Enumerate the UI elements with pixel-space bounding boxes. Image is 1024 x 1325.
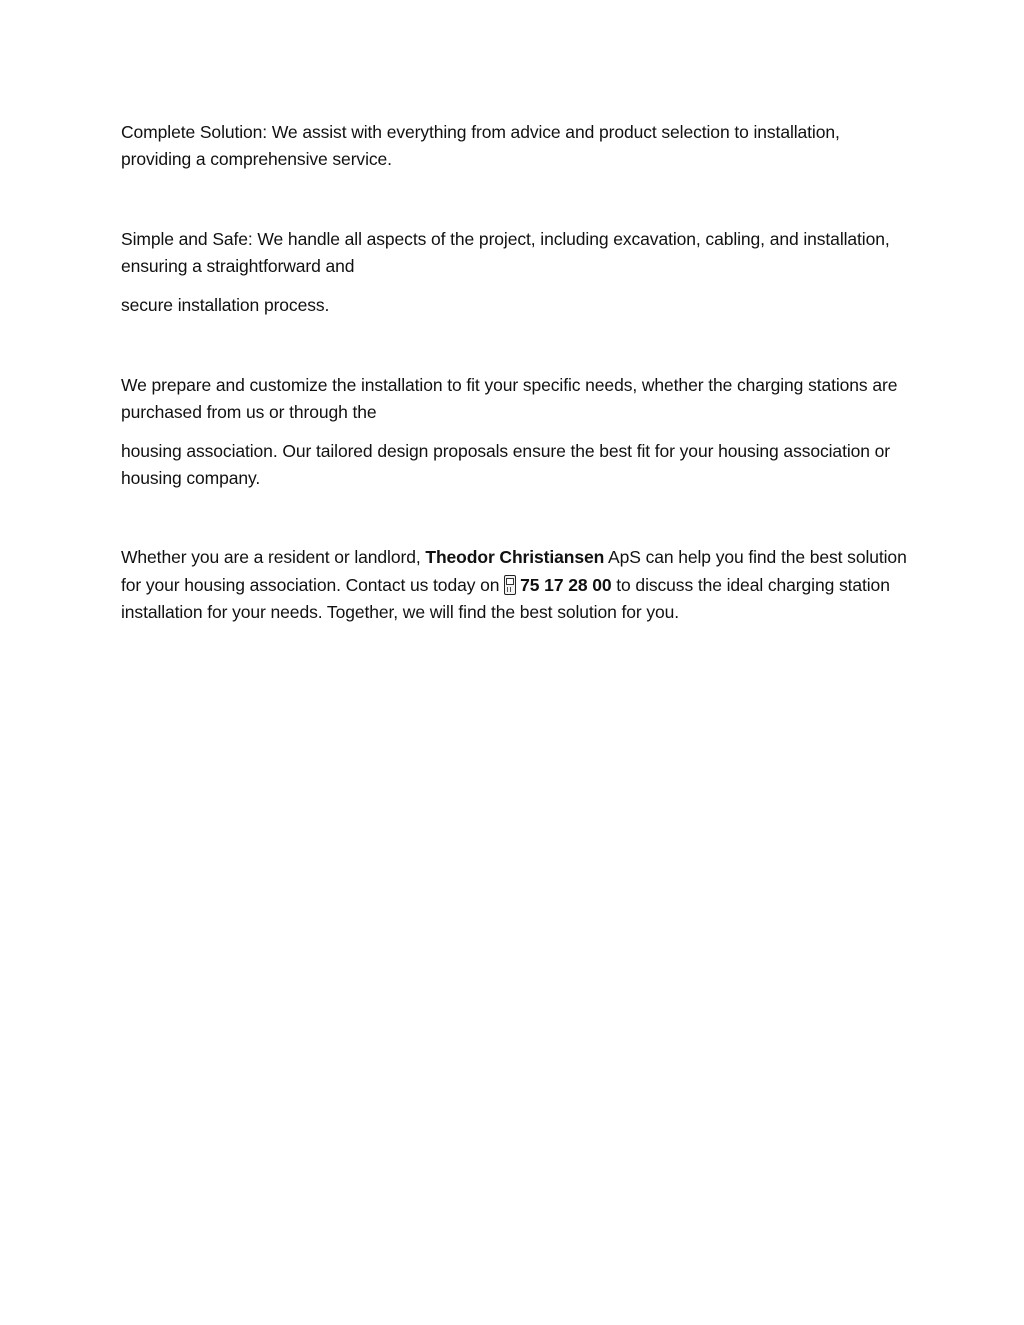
mobile-phone-icon xyxy=(504,575,516,595)
contact-text-closing: to discuss the ideal charging station installation for your needs. Together, we will find the best solution for you. xyxy=(121,574,890,622)
complete-solution-paragraph: Complete Solution: We assist with everything from advice and product selection to installation, providing a comprehensive service. xyxy=(121,122,840,169)
company-name: Theodor Christiansen xyxy=(425,547,605,567)
phone-number: 75 17 28 00 xyxy=(520,574,612,595)
simple-and-safe-continuation: secure installation process. xyxy=(121,295,330,315)
contact-text-intro: Whether you are a resident or landlord, xyxy=(121,547,426,567)
design-proposals-paragraph: housing association. Our tailored design proposals ensure the best fit for your housing association or housing company. xyxy=(121,441,891,488)
contact-paragraph xyxy=(121,544,911,627)
contact-text-middle: ApS can help you find the best solution for your housing association. Contact us today on xyxy=(121,547,907,595)
customization-paragraph: We prepare and customize the installation to fit your specific needs, whether the charging stations are purchased from us or through the xyxy=(121,375,898,422)
simple-and-safe-paragraph: Simple and Safe: We handle all aspects of the project, including excavation, cabling, and installation, ensuring a straightforward and xyxy=(121,229,890,276)
